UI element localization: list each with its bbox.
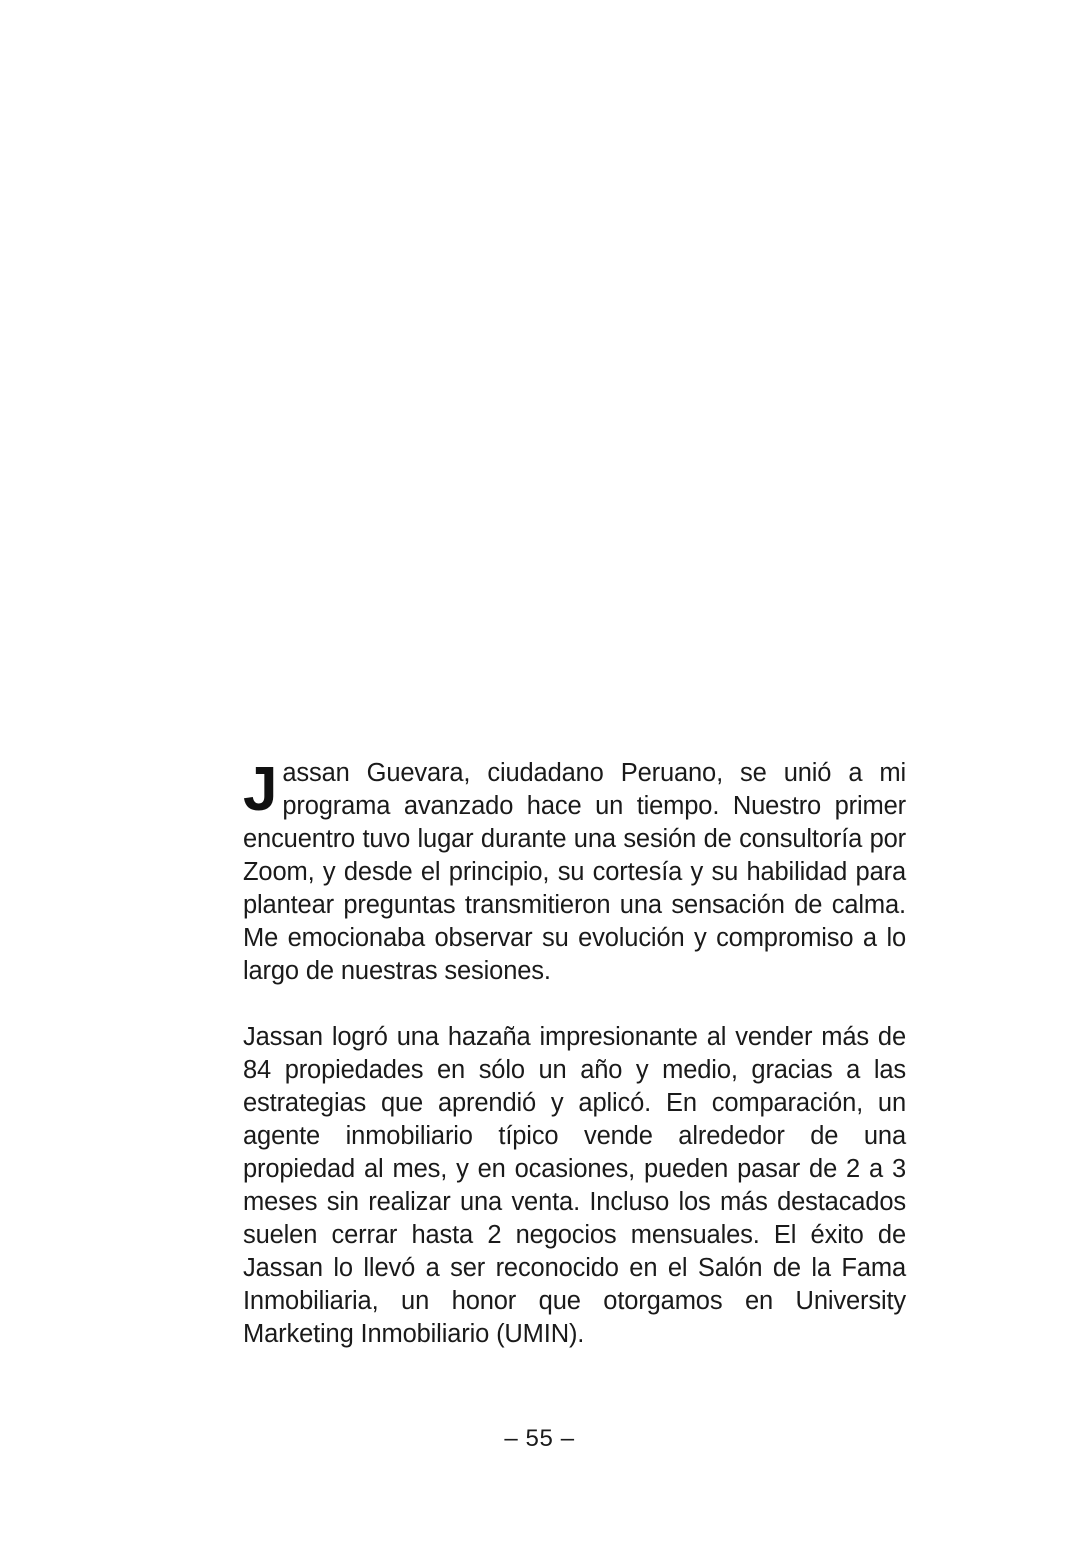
page-number: – 55 –	[504, 1425, 575, 1452]
drop-cap-letter: J	[243, 755, 278, 824]
paragraph-1	[243, 757, 906, 988]
paragraph-2-text: Jassan logró una hazaña impresionante al vender más de 84 propiedades en sólo un año y medio, gracias a las estrategias que aprendió y aplicó. En comparación, un agente inmobiliario típico vende alrededor de una propiedad al mes, y en ocasiones, pueden pasar de 2 a 3 meses sin realizar una venta. Incluso los más destacados suelen cerrar hasta 2 negocios mensuales. El éxito de Jassan lo llevó a ser reconocido en el Salón de la Fama Inmobiliaria, un honor que otorgamos en University Marketing Inmobiliario (UMIN).	[243, 1023, 906, 1348]
paragraph-2	[243, 1021, 906, 1351]
body-text-column	[243, 757, 906, 1351]
paragraph-1-text: assan Guevara, ciudadano Peruano, se unió a mi programa avanzado hace un tiempo. Nuestro primer encuentro tuvo lugar durante una sesión de consultoría por Zoom, y desde el principio, su cortesía y su habilidad para plantear preguntas transmitieron una sensación de calma. Me emocionaba observar su evolución y compromiso a lo largo de nuestras sesiones.	[243, 759, 906, 985]
